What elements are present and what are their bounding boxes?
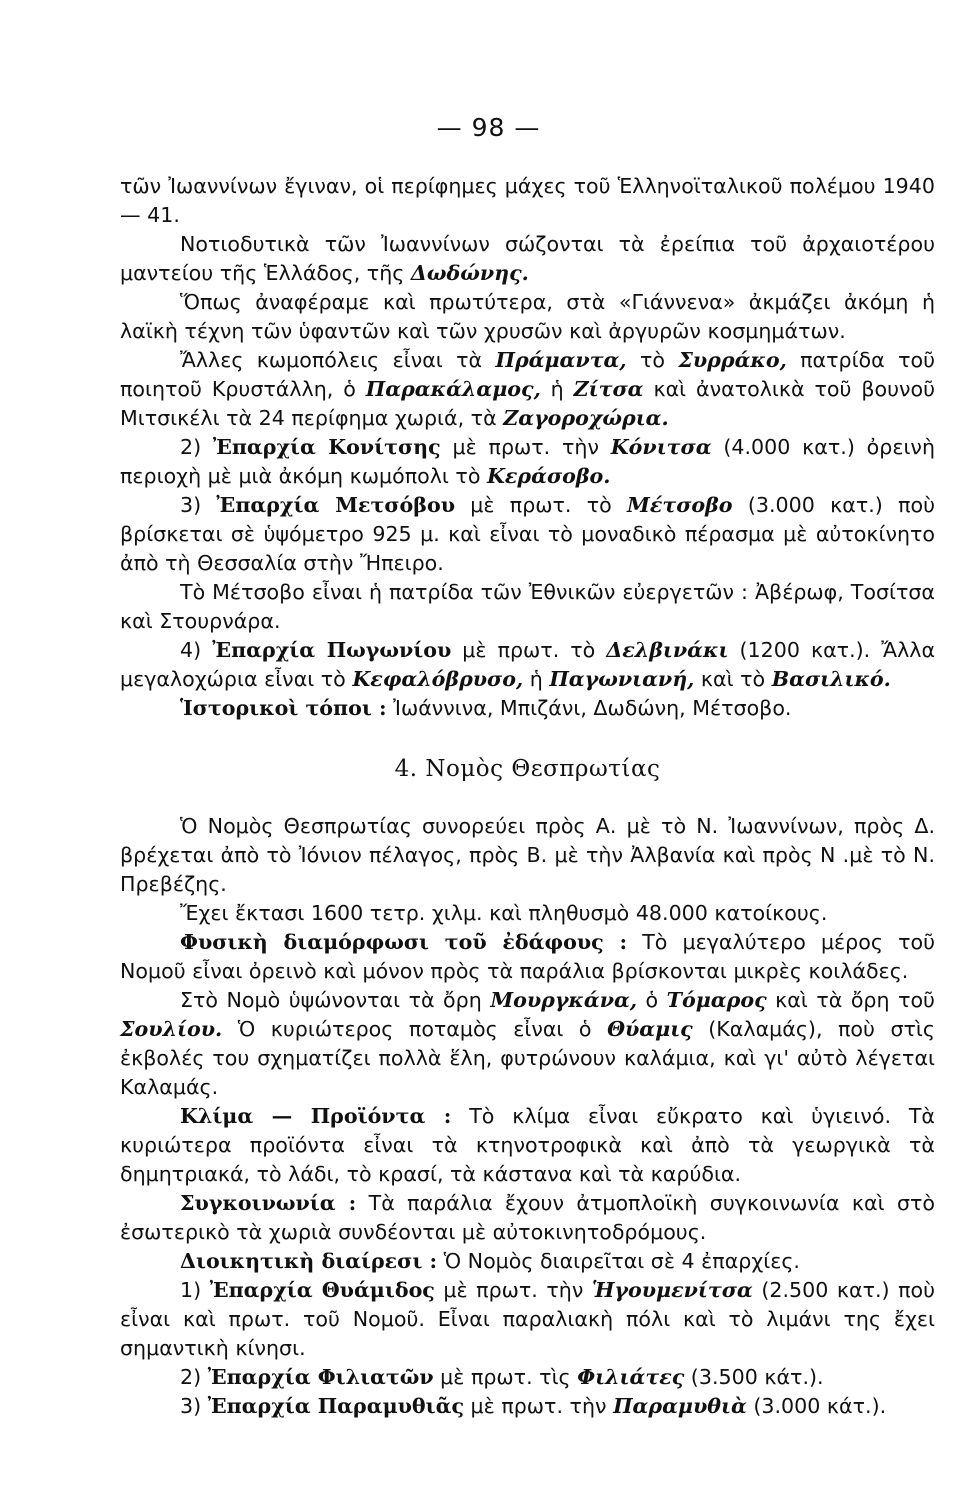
paragraph-towns — [120, 346, 935, 433]
paragraph-province-filiates — [120, 1363, 935, 1392]
paragraph-physical — [120, 928, 935, 986]
paragraph-borders: Ὁ Νομὸς Θεσπρωτίας συνορεύει πρὸς Α. μὲ τὸ Ν. Ἰωαννίνων, πρὸς Δ. βρέχεται ἀπὸ τὸ Ἰόνιον πέλαγος, πρὸς Β. μὲ τὴν Ἀλβανία καὶ πρὸς Ν .μὲ τὸ Ν. Πρεβέζης. — [120, 814, 935, 896]
place-name: Τόμαρος — [666, 988, 767, 1012]
place-name: Κόνιτσα — [610, 435, 712, 459]
text-run: ὁ — [637, 988, 667, 1012]
province-label: Ἐπαρχία Μετσόβου — [216, 493, 455, 517]
text-run: μὲ πρωτ. τὶς — [433, 1365, 578, 1389]
text-run: (Καλαμάς), ποὺ στὶς ἐκβολές του σχηματίζει πολλὰ ἕλη, φυτρώνουν καλάμια, καὶ γι' αὐτὸ λέγεται Καλαμάς. — [120, 1017, 935, 1099]
section-heading: 4. Νομὸς Θεσπρωτίας — [394, 756, 661, 782]
province-label: Ἐπαρχία Κονίτσης — [212, 435, 441, 459]
text-run: μὲ πρωτ. τὴν — [464, 1394, 614, 1418]
text-run: 4) — [180, 638, 213, 662]
text-run: (3.000 κάτ.). — [746, 1394, 887, 1418]
province-label: Ἐπαρχία Θυάμιδος — [209, 1278, 435, 1302]
text-run: καὶ τὸ — [694, 667, 772, 691]
text-run: ἡ — [540, 377, 574, 401]
text-run: Τὰ παράλια ἔχουν ἀτμοπλοϊκὴ συγκοινωνία καὶ στὸ ἐσωτερικὸ τὰ χωριὰ συνδέονται μὲ αὐτοκινητοδρόμους. — [120, 1191, 936, 1244]
paragraph-province-konitsa — [120, 433, 935, 491]
paragraph — [120, 172, 935, 230]
paragraph-historic-places — [120, 694, 935, 723]
text-run: μὲ πρωτ. τὴν — [434, 1278, 592, 1302]
text-run: 3) — [180, 493, 217, 517]
text-run: τὸ — [626, 348, 679, 372]
text-run: ἡ — [523, 667, 550, 691]
place-name: Παρακάλαμος, — [365, 377, 541, 401]
paragraph-climate — [120, 1102, 935, 1189]
section-label: Συγκοινωνία : — [180, 1191, 357, 1215]
text-run: Ἄλλες κωμοπόλεις εἶναι τὰ — [180, 348, 496, 372]
paragraph-transport — [120, 1189, 935, 1247]
paragraph-area: Ἔχει ἔκτασι 1600 τετρ. χιλμ. καὶ πληθυσμὸ 48.000 κατοίκους. — [180, 901, 828, 925]
text-run: μὲ πρωτ. τὸ — [451, 638, 607, 662]
text-run: καὶ ἀνατολικὰ τοῦ βουνοῦ Μιτσικέλι τὰ 24 περίφημα χωριά, τὰ — [120, 377, 935, 430]
province-label: Ἐπαρχία Φιλιατῶν — [207, 1365, 434, 1389]
paragraph-province-paramythia — [120, 1392, 935, 1421]
place-name: Σουλίου. — [120, 1017, 223, 1041]
section-label: Φυσικὴ διαμόρφωσι τοῦ ἐδάφους : — [180, 930, 628, 954]
text-run: 2) — [180, 1365, 208, 1389]
paragraph-mountains — [120, 986, 935, 1102]
paragraph — [120, 288, 935, 346]
text-run: Νοτιοδυτικὰ τῶν Ἰωαννίνων σώζονται τὰ ἐρείπια τοῦ ἀρχαιοτέρου μαντείου τῆς Ἑλλάδος, τῆς — [120, 232, 935, 285]
text-run: Ὁ Νομὸς διαιρεῖται σὲ 4 ἐπαρχίες. — [437, 1249, 800, 1273]
place-name: Θύαμις — [607, 1017, 693, 1041]
paragraph-province-pogoni — [120, 636, 935, 694]
paragraph-province-thyamis — [120, 1276, 935, 1363]
place-name: Κεφαλόβρυσο, — [352, 667, 524, 691]
text-run: 2) — [180, 435, 213, 459]
place-name: Δελβινάκι — [606, 638, 729, 662]
province-label: Ἐπαρχία Πωγωνίου — [212, 638, 452, 662]
paragraph-benefactors: Τὸ Μέτσοβο εἶναι ἡ πατρίδα τῶν Ἐθνικῶν εὐεργετῶν : Ἀβέρωφ, Τοσίτσα καὶ Στουρνάρα. — [120, 580, 935, 633]
paragraph-province-metsovo — [120, 491, 935, 578]
text-run: μὲ πρωτ. τὴν — [440, 435, 611, 459]
place-name: Βασιλικό. — [771, 667, 891, 691]
text-run: 1) — [180, 1278, 210, 1302]
place-name: Μουργκάνα, — [490, 988, 638, 1012]
paragraph — [120, 230, 935, 288]
text-run: πατρίδα τοῦ ποιητοῦ Κρυστάλλη, ὁ — [120, 348, 936, 401]
place-name: Κεράσοβο. — [486, 464, 611, 488]
place-name: Ἡγουμενίτσα — [591, 1278, 753, 1302]
text-run: Ὅπως ἀναφέραμε καὶ πρωτύτερα, στὰ «Γιάννενα» ἀκμάζει ἀκόμη ἡ λαϊκὴ τέχνη τῶν ὑφαντῶν καὶ τῶν χρυσῶν καὶ ἀργυρῶν κοσμημάτων. — [120, 290, 935, 343]
text-run: Στὸ Νομὸ ὑψώνονται τὰ ὄρη — [180, 988, 491, 1012]
text-run: (1200 κατ.). Ἄλλα μεγαλοχώρια εἶναι τὸ — [120, 638, 936, 691]
text-run: Τὸ μεγαλύτερο μέρος τοῦ Νομοῦ εἶναι ὀρεινὸ καὶ μόνον πρὸς τὰ παράλια βρίσκονται μικρὲς κοιλάδες. — [120, 930, 935, 983]
text-run: μὲ πρωτ. τὸ — [455, 493, 628, 517]
section-label: Διοικητικὴ διαίρεσι : — [180, 1249, 438, 1273]
text-run: τῶν Ἰωαννίνων ἔγιναν, οἱ περίφημες μάχες τοῦ Ἑλληνοϊταλικοῦ πολέμου 1940 — 41. — [120, 174, 935, 227]
text-run: Ὁ κυριώτερος ποταμὸς εἶναι ὁ — [222, 1017, 608, 1041]
page-body — [120, 172, 935, 1421]
place-name: Πράμαντα, — [495, 348, 627, 372]
text-run: (4.000 κατ.) ὀρεινὴ περιοχὴ μὲ μιὰ ἀκόμη κωμόπολι τὸ — [120, 435, 935, 488]
text-run: Τὸ κλίμα εἶναι εὔκρατο καὶ ὑγιεινό. Τὰ κυριώτερα προϊόντα εἶναι τὰ κτηνοτροφικὰ καὶ ἀπὸ τὰ γεωργικὰ τὰ δημητριακά, τὸ λάδι, τὸ κρασί, τὰ κάστανα καὶ τὰ καρύδια. — [120, 1104, 935, 1186]
place-name: Παγωνιανή, — [549, 667, 695, 691]
page-number: — 98 — — [436, 113, 541, 142]
place-name: Φιλιάτες — [577, 1365, 685, 1389]
section-label: Ἱστορικοὶ τόποι : — [180, 696, 387, 720]
place-name: Ζίτσα — [573, 377, 644, 401]
text-run: Ἰωάννινα, Μπιζάνι, Δωδώνη, Μέτσοβο. — [386, 696, 792, 720]
place-name: Συρράκο, — [678, 348, 787, 372]
province-label: Ἐπαρχία Παραμυθιᾶς — [207, 1394, 465, 1418]
text-run: (3.500 κάτ.). — [684, 1365, 824, 1389]
place-name: Μέτσοβο — [627, 493, 733, 517]
paragraph-admin — [120, 1247, 935, 1276]
place-name: Παραμυθιὰ — [613, 1394, 747, 1418]
place-name: Δωδώνης. — [410, 261, 529, 285]
section-label: Κλίμα — Προϊόντα : — [180, 1104, 452, 1128]
text-run: (2.500 κατ.) ποὺ εἶναι καὶ πρωτ. τοῦ Νομοῦ. Εἶναι παραλιακὴ πόλι καὶ τὸ λιμάνι της ἔχει σημαντικὴ κίνησι. — [120, 1278, 936, 1360]
text-run: καὶ τὰ ὄρη τοῦ — [766, 988, 935, 1012]
place-name: Ζαγοροχώρια. — [503, 406, 669, 430]
text-run: (3.000 κατ.) ποὺ βρίσκεται σὲ ὑψόμετρο 925 μ. καὶ εἶναι τὸ μοναδικὸ πέρασμα μὲ αὐτοκίνητο ἀπὸ τὴ Θεσσαλία στὴν Ἤπειρο. — [120, 493, 935, 575]
text-run: 3) — [180, 1394, 208, 1418]
